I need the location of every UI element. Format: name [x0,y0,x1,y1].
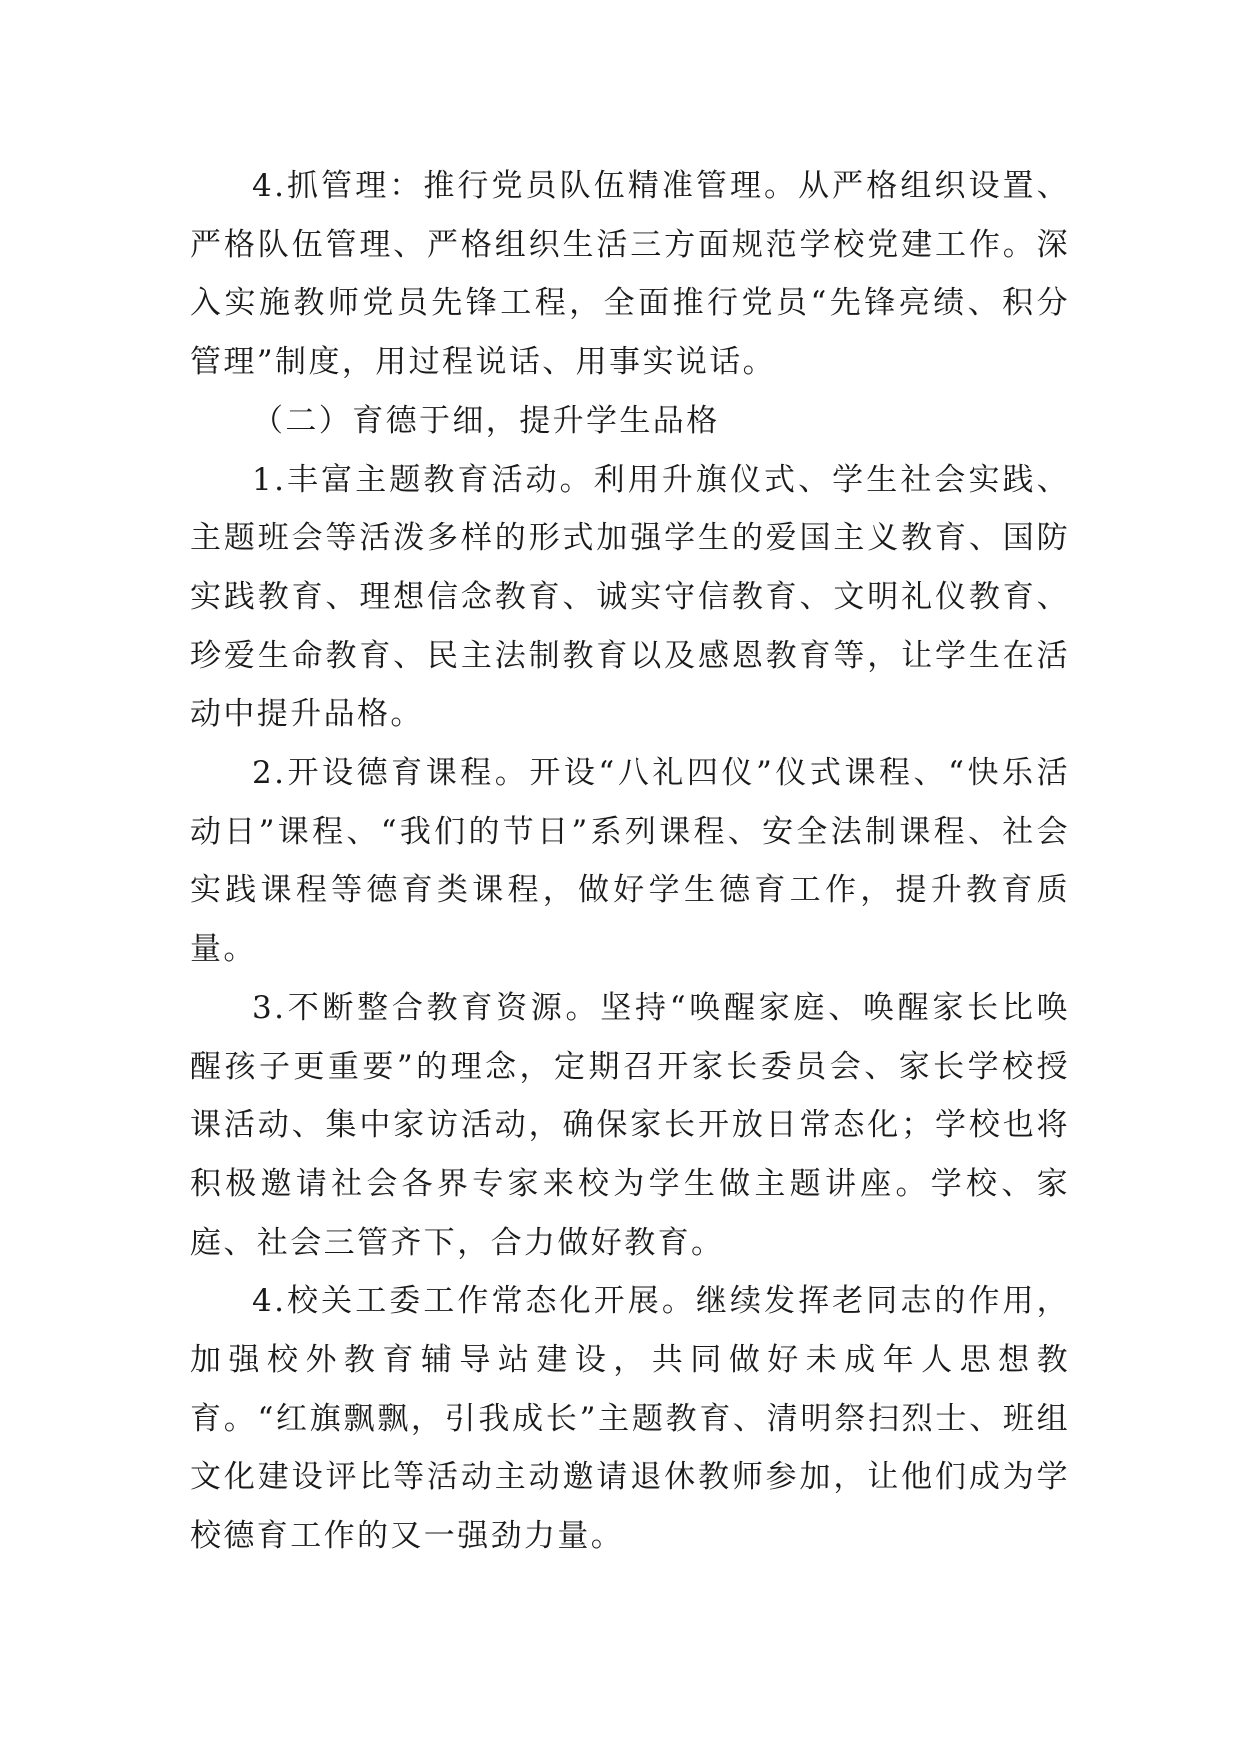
paragraph-management: 4.抓管理：推行党员队伍精准管理。从严格组织设置、严格队伍管理、严格组织生活三方面规范学校党建工作。深入实施教师党员先锋工程，全面推行党员“先锋亮绩、积分管理”制度，用过程说话、用事实说话。 [190,168,1070,381]
paragraph-education-resources: 3.不断整合教育资源。坚持“唤醒家庭、唤醒家长比唤醒孩子更重要”的理念，定期召开家长委员会、家长学校授课活动、集中家访活动，确保家长开放日常态化；学校也将积极邀请社会各界专家来校为学生做主题讲座。学校、家庭、社会三管齐下，合力做好教育。 [190,989,1070,1261]
paragraph-moral-courses: 2.开设德育课程。开设“八礼四仪”仪式课程、“快乐活动日”课程、“我们的节日”系列课程、安全法制课程、社会实践课程等德育类课程，做好学生德育工作，提升教育质量。 [190,755,1070,968]
paragraph-theme-activities: 1.丰富主题教育活动。利用升旗仪式、学生社会实践、主题班会等活泼多样的形式加强学生的爱国主义教育、国防实践教育、理想信念教育、诚实守信教育、文明礼仪教育、珍爱生命教育、民主法制教育以及感恩教育等，让学生在活动中提升品格。 [190,461,1070,733]
paragraph-caring-committee: 4.校关工委工作常态化开展。继续发挥老同志的作用，加强校外教育辅导站建设，共同做好未成年人思想教育。“红旗飘飘，引我成长”主题教育、清明祭扫烈士、班组文化建设评比等活动主动邀请退休教师参加，让他们成为学校德育工作的又一强劲力量。 [190,1283,1070,1555]
body-text [190,157,1070,1566]
section-heading-moral-education: （二）育德于细，提升学生品格 [252,402,720,439]
